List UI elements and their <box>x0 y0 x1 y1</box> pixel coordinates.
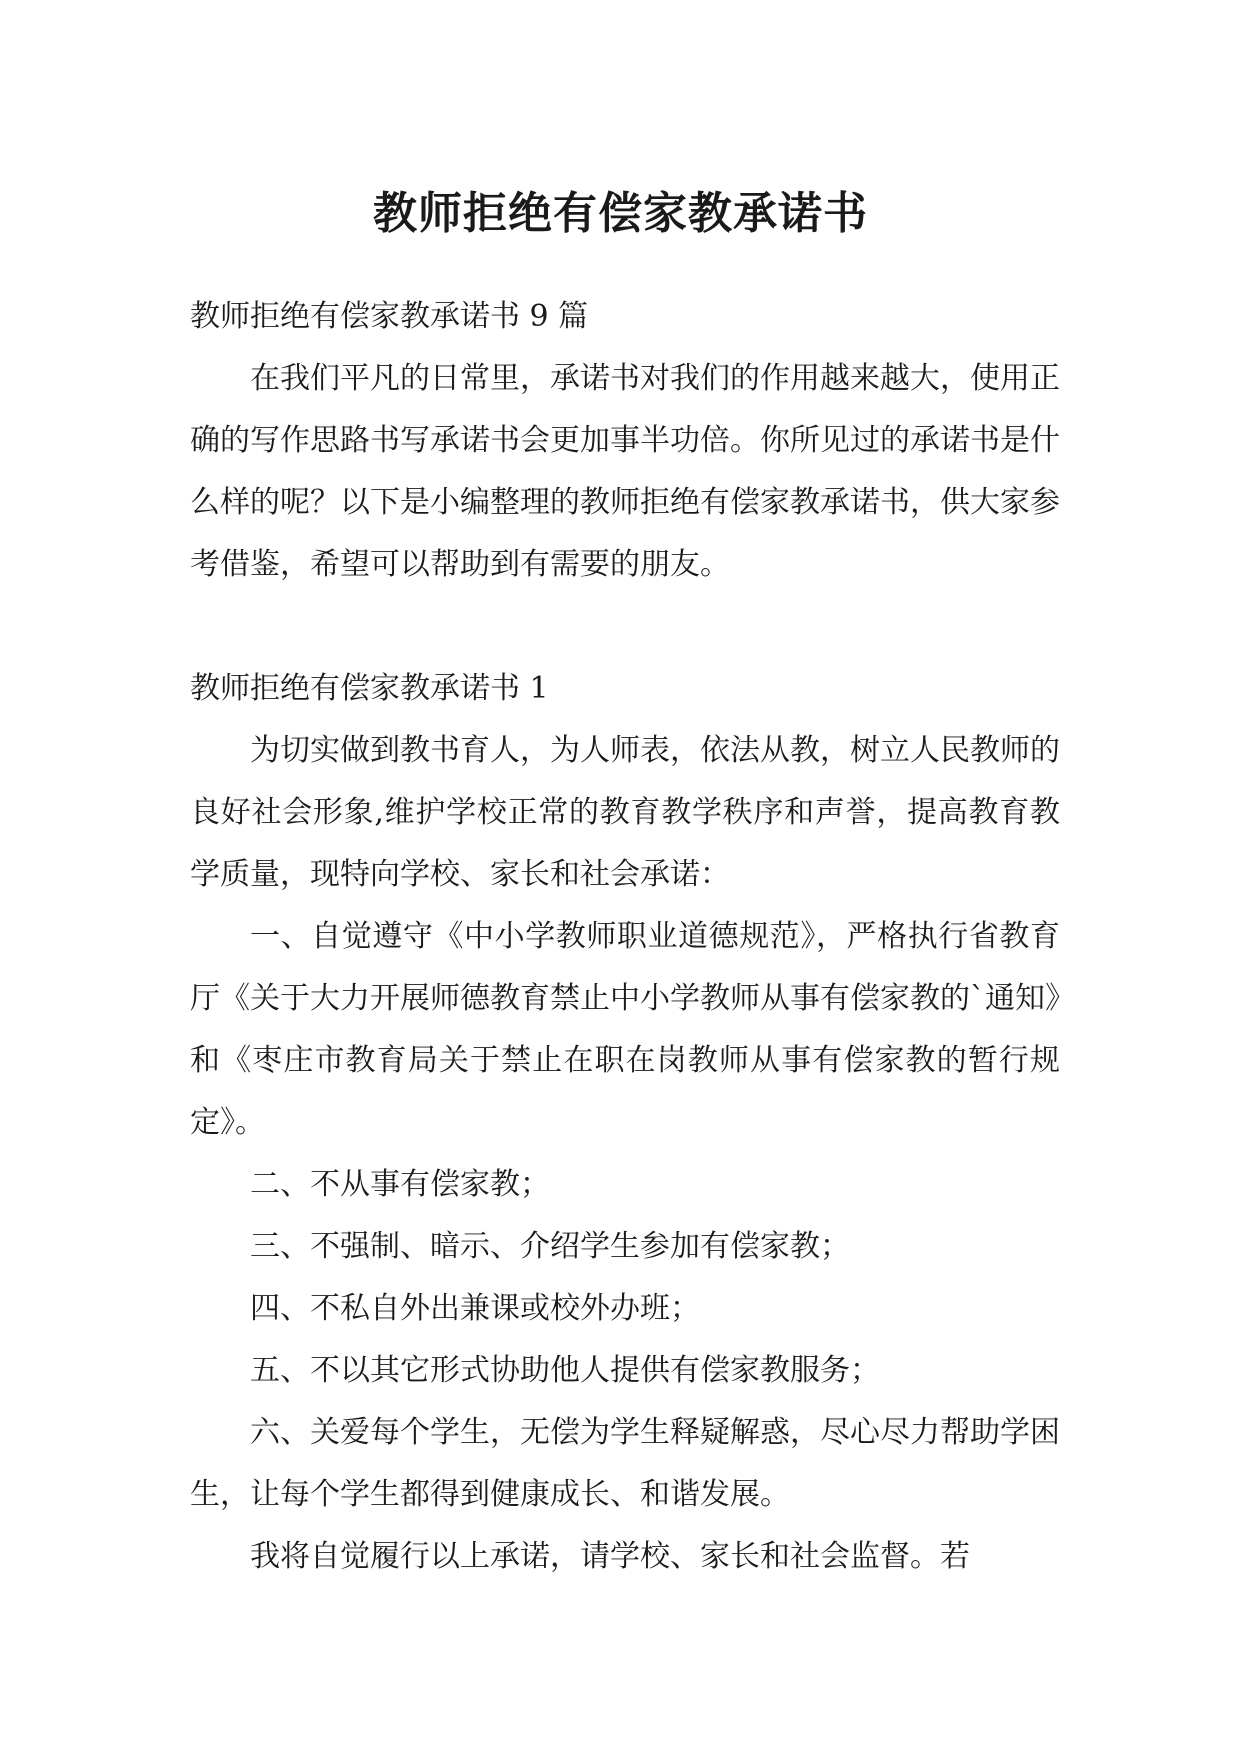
document-body <box>190 286 1060 1588</box>
section-spacer <box>190 596 1060 658</box>
section-heading: 教师拒绝有偿家教承诺书 1 <box>190 671 549 706</box>
page-title: 教师拒绝有偿家教承诺书 <box>373 188 868 240</box>
intro-paragraph: 在我们平凡的日常里，承诺书对我们的作用越来越大，使用正确的写作思路书写承诺书会更加事半功倍。你所见过的承诺书是什么样的呢？以下是小编整理的教师拒绝有偿家教承诺书，供大家参考借鉴，希望可以帮助到有需要的朋友。 <box>190 361 1060 582</box>
paragraph-item-1: 一、自觉遵守《中小学教师职业道德规范》，严格执行省教育厅《关于大力开展师德教育禁止中小学教师从事有偿家教的`通知》和《枣庄市教育局关于禁止在职在岗教师从事有偿家教的暂行规定》。 <box>190 919 1060 1140</box>
collection-heading: 教师拒绝有偿家教承诺书 9 篇 <box>190 299 589 334</box>
paragraph-item-3: 三、不强制、暗示、介绍学生参加有偿家教； <box>250 1229 850 1264</box>
paragraph-item-5: 五、不以其它形式协助他人提供有偿家教服务； <box>250 1353 880 1388</box>
paragraph-item-6: 六、关爱每个学生，无偿为学生释疑解惑，尽心尽力帮助学困生，让每个学生都得到健康成长、和谐发展。 <box>190 1415 1060 1512</box>
paragraph-item-2: 二、不从事有偿家教； <box>250 1167 550 1202</box>
paragraph-closing: 我将自觉履行以上承诺，请学校、家长和社会监督。若 <box>250 1539 970 1574</box>
paragraph-item-4: 四、不私自外出兼课或校外办班； <box>250 1291 700 1326</box>
paragraph-preamble: 为切实做到教书育人，为人师表，依法从教，树立人民教师的良好社会形象,维护学校正常的教育教学秩序和声誉，提高教育教学质量，现特向学校、家长和社会承诺： <box>190 733 1060 892</box>
